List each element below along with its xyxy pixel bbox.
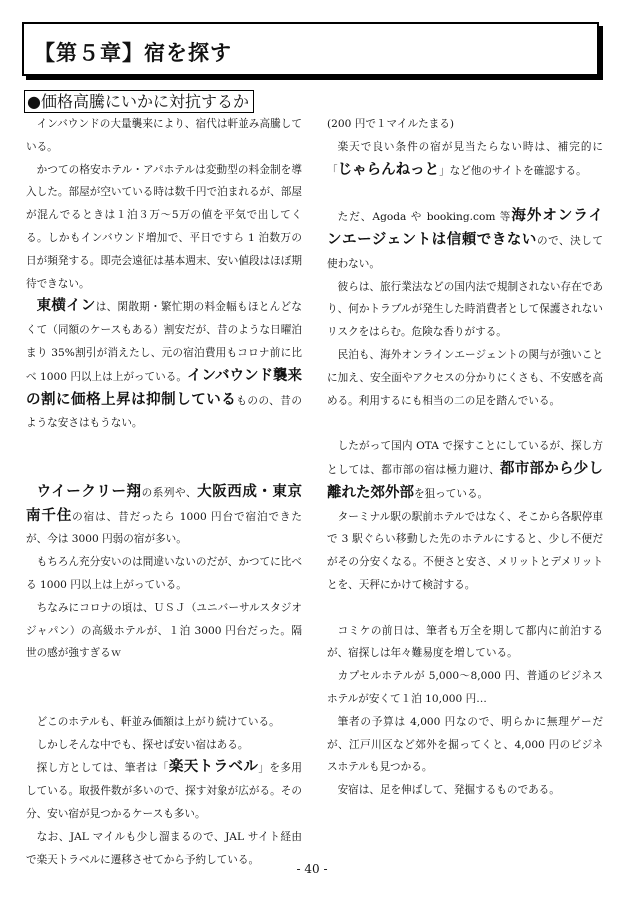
paragraph: 筆者の予算は 4,000 円なので、明らかに無理ゲーだが、江戸川区など郊外を掘ってくと、4,000 円のビジネスホテルも見つかる。: [327, 715, 603, 774]
paragraph-text: の系列や、: [141, 486, 198, 499]
right-column: [327, 113, 603, 802]
paragraph-text: したがって国内 OTA で探すことにしているが、探し方としては、都市部の宿は極力避け、: [327, 440, 603, 476]
highlight-text: 都市部から少し離れた郊外部: [327, 460, 604, 501]
paragraph: ターミナル駅の駅前ホテルではなく、そこから各駅停車で 3 駅ぐらい移動した先のホテルにすると、少し不便だがその分安くなる。不便さと安さ、メリットとデメリットとを、天秤にかけて検討する。: [327, 510, 603, 591]
highlight-text: 大阪西成・東京南千住: [26, 483, 302, 524]
paragraph-text: 楽天で良い条件の宿が見当たらない時は、補完的に「: [327, 140, 603, 177]
paragraph-gap: [327, 412, 603, 435]
left-column: [26, 113, 302, 871]
paragraph-gap: [327, 182, 603, 205]
highlight-text: 東横イン: [36, 298, 96, 315]
paragraph: もちろん充分安いのは間違いないのだが、かつてに比べる 1000 円以上は上がっている。: [26, 556, 302, 591]
paragraph-text: ものの、昔のような安さはもうない。: [26, 394, 302, 430]
paragraph-gap: [26, 435, 302, 481]
paragraph: インバウンドの大量襲来により、宿代は軒並み高騰している。: [26, 118, 302, 153]
paragraph-gap: [327, 597, 603, 620]
paragraph: [26, 756, 302, 825]
paragraph-text: を狙っている。: [414, 487, 489, 500]
paragraph-text: 」を多用している。取扱件数が多いので、探す対象が広がる。その分、安い宿が見つかるケースも多い。: [26, 762, 303, 820]
page-number: - 40 -: [296, 862, 328, 876]
paragraph: [327, 435, 603, 505]
paragraph: しかしそんな中でも、探せば安い宿はある。: [36, 738, 249, 751]
highlight-text: ウイークリー翔: [36, 483, 142, 500]
paragraph: 彼らは、旅行業法などの国内法で規制されない存在であり、何かトラブルが発生した時消費者として保護されないリスクをはらむ。危険な香りがする。: [327, 280, 603, 339]
paragraph: どこのホテルも、軒並み価額は上がり続けている。: [36, 715, 280, 728]
paragraph: [327, 205, 603, 275]
paragraph: (200 円で１マイルたまる): [327, 118, 454, 130]
chapter-title-box: [22, 22, 599, 76]
paragraph: [26, 481, 302, 551]
paragraph-text: の宿は、昔だったら 1000 円台で宿泊できたが、今は 3000 円弱の宿が多い。: [26, 510, 302, 546]
paragraph: 民泊も、海外オンラインエージェントの関与が強いことに加え、安全面やアクセスの分かりにくさも、不安感を高める。利用するにも相当の二の足を踏んでいる。: [327, 348, 603, 407]
paragraph: [26, 295, 302, 435]
highlight-text: インバウンド襲来の割に価格上昇は抑制している: [26, 367, 302, 408]
paragraph-gap: [26, 665, 302, 711]
highlight-text: 楽天トラベル: [168, 759, 259, 776]
paragraph-text: は、閑散期・繁忙期の料金幅もほとんどなくて（同額のケースもある）割安だが、昔のような日曜泊まり 35%割引が消えたし、元の宿泊費用もコロナ前に比べ 1000 円以上は上がっている。: [26, 301, 303, 383]
paragraph: カプセルホテルが 5,000～8,000 円、普通のビジネスホテルが安くて１泊 10,000 円…: [327, 670, 603, 705]
paragraph-text: ので、決して使わない。: [327, 234, 603, 270]
paragraph: コミケの前日は、筆者も万全を期して都内に前泊するが、宿探しは年々難易度を増している。: [327, 624, 603, 660]
highlight-text: じゃらんねっと: [337, 161, 440, 178]
section-heading: ●価格高騰にいかに対抗するか: [24, 90, 254, 113]
paragraph: 安宿は、足を伸ばして、発掘するものである。: [337, 784, 560, 797]
highlight-text: 海外オンラインエージェントは信頼できない: [327, 208, 603, 248]
paragraph-text: 探し方としては、筆者は「: [36, 762, 169, 775]
paragraph: なお、JAL マイルも少し溜まるので、JAL サイト経由で楽天トラベルに遷移させてから予約している。: [26, 830, 302, 866]
paragraph: ちなみにコロナの頃は、ＵＳＪ（ユニバーサルスタジオジャパン）の高級ホテルが、１泊 3000 円台だった。隔世の感が強すぎるｗ: [26, 601, 302, 660]
paragraph-text: ただ、Agoda や booking.com 等: [337, 211, 512, 224]
chapter-title: 【第５章】宿を探す: [34, 41, 232, 65]
paragraph-text: 」など他のサイトを確認する。: [439, 164, 587, 177]
paragraph: [327, 136, 603, 183]
paragraph: かつての格安ホテル・アパホテルは変動型の料金制を導入した。部屋が空いている時は数千円で泊まれるが、部屋が混んでるときは１泊３万～5万の値を平気で出してくる。しかもインバウンド増加で、平日ですら 1 泊数万の日が頻発する。即売会遠征は基本週末、安い値段はほぼ期待できない。: [26, 163, 302, 290]
